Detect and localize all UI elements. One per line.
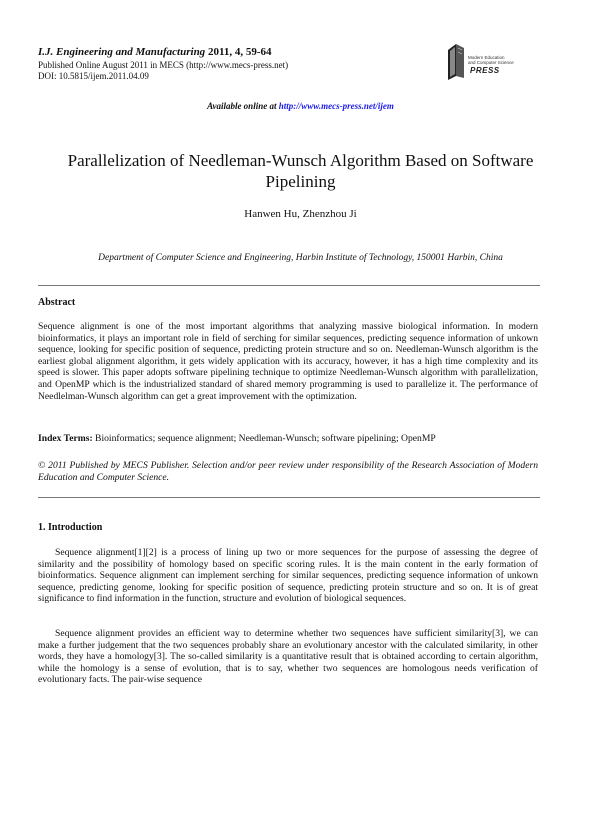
- index-terms: [38, 433, 538, 445]
- index-terms-label: Index Terms:: [38, 433, 93, 444]
- journal-issue: 2011, 4, 59-64: [207, 46, 272, 58]
- paper-affiliation: Department of Computer Science and Engineering, Harbin Institute of Technology, 150001 Harbin, China: [98, 253, 503, 263]
- abstract-heading: Abstract: [38, 297, 76, 308]
- available-online: [0, 101, 601, 111]
- doi-line: DOI: 10.5815/ijem.2011.04.09: [38, 71, 149, 81]
- logo-line-1: Modern Education: [468, 55, 505, 60]
- divider-bottom: [38, 497, 540, 498]
- paper-authors: Hanwen Hu, Zhenzhou Ji: [244, 208, 357, 220]
- intro-paragraph-2: Sequence alignment provides an efficient way to determine whether two sequences have sufficient similarity[3], we can make a further judgement that the two sequences probably share an evolutionary ancestor with the calculated similarity, in other words, they have a homology[3]. The so-called similarity is a quantitative result that is obtained according to certain algorithm, while the homology is a sense of evolution, that is to say, whether two sequences are homologous needs verification of evolutionary facts. The pair-wise sequence: [38, 628, 538, 686]
- journal-header: [38, 47, 272, 58]
- abstract-text: Sequence alignment is one of the most important algorithms that analyzing massive biological information. In modern bioinformatics, it plays an important role in field of serching for similar sequences, predicting sequence information of unkown sequence, looking for specific position of sequence, predicting protein structure and so on. Needleman-Wunsch algorithm is the earliest global alignment algorithm, it gets widely application with its accuracy, however, it has a high time complexity and its speed is slower. This paper adopts software pipelining technique to optimize Needleman-Wunsch algorithm with parallelization, and OpenMP which is the industrialized standard of shared memory programming is used to parallelize it. The performance of Needlelman-Wunsch algorithm can get a great improvement with the optimization.: [38, 321, 538, 402]
- copyright-notice: © 2011 Published by MECS Publisher. Selection and/or peer review under responsibility of the Research Association of Modern Education and Computer Science.: [38, 460, 538, 483]
- journal-title: I.J. Engineering and Manufacturing: [38, 46, 206, 58]
- intro-paragraph-1: Sequence alignment[1][2] is a process of lining up two or more sequences for the purpose of assessing the degree of similarity and the possibility of homology based on specific scoring rules. It is the main content in the early formation of bioinformatics. Sequence alignment can implement serching for similar sequences, predicting sequence information of unkown sequence, predicting genome, looking for specific position of sequence, predicting protein structure and so on. It is of great significance to find information in the function, structure and evolution of biological sequences.: [38, 547, 538, 605]
- publisher-logo: [446, 42, 554, 82]
- paper-title: Parallelization of Needleman-Wunsch Algorithm Based on Software Pipelining: [67, 151, 534, 191]
- divider-top: [38, 285, 540, 286]
- logo-press: PRESS: [470, 66, 500, 75]
- intro-heading: 1. Introduction: [38, 522, 103, 533]
- journal-url-link[interactable]: http://www.mecs-press.net/ijem: [278, 101, 394, 111]
- book-icon: [446, 42, 470, 82]
- logo-text: [468, 55, 514, 65]
- index-terms-text: Bioinformatics; sequence alignment; Needleman-Wunsch; software pipelining; OpenMP: [95, 433, 436, 444]
- logo-line-2: and Computer Science: [468, 60, 514, 65]
- published-line: Published Online August 2011 in MECS (http://www.mecs-press.net): [38, 60, 289, 70]
- available-label: Available online at: [207, 101, 277, 111]
